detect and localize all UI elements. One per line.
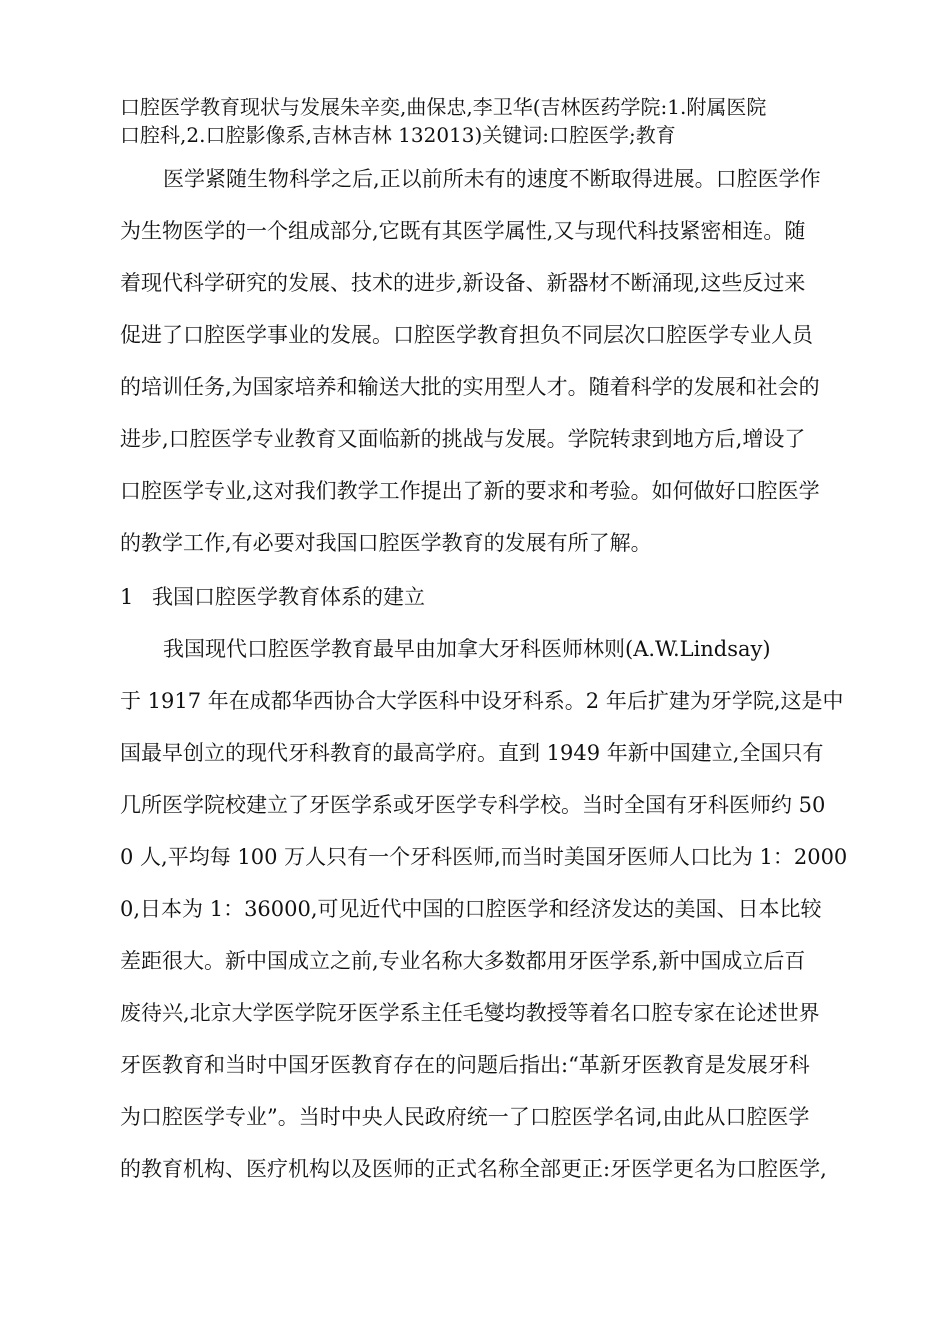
paragraph-line: 医学紧随生物科学之后,正以前所未有的速度不断取得进展。口腔医学作 — [163, 167, 821, 191]
paragraph-line: 0 人,平均每 100 万人只有一个牙科医师,而当时美国牙医师人口比为 1：2000 — [120, 845, 848, 869]
paragraph-line: 差距很大。新中国成立之前,专业名称大多数都用牙医学系,新中国成立后百 — [120, 949, 806, 973]
paragraph-line: 的培训任务,为国家培养和输送大批的实用型人才。随着科学的发展和社会的 — [120, 375, 820, 399]
paragraph-line: 为生物医学的一个组成部分,它既有其医学属性,又与现代科技紧密相连。随 — [120, 219, 806, 243]
paragraph-line: 我国现代口腔医学教育最早由加拿大牙科医师林则(A.W.Lindsay) — [163, 637, 771, 661]
paragraph-line: 几所医学院校建立了牙医学系或牙医学专科学校。当时全国有牙科医师约 50 — [120, 793, 826, 817]
paragraph-line: 废待兴,北京大学医学院牙医学系主任毛燮均教授等着名口腔专家在论述世界 — [120, 1001, 820, 1025]
paragraph-line: 口腔医学专业,这对我们教学工作提出了新的要求和考验。如何做好口腔医学 — [120, 479, 820, 503]
paragraph-line: 的教学工作,有必要对我国口腔医学教育的发展有所了解。 — [120, 531, 652, 555]
paragraph-line: 0,日本为 1：36000,可见近代中国的口腔医学和经济发达的美国、日本比较 — [120, 897, 822, 921]
paragraph-line: 牙医教育和当时中国牙医教育存在的问题后指出:“革新牙医教育是发展牙科 — [120, 1053, 810, 1077]
paragraph-line: 于 1917 年在成都华西协合大学医科中设牙科系。2 年后扩建为牙学院,这是中 — [120, 689, 844, 713]
section-heading — [120, 582, 425, 612]
header-line: 口腔医学教育现状与发展朱辛奕,曲保忠,李卫华(吉林医药学院:1.附属医院 — [120, 95, 767, 119]
article-header — [120, 93, 840, 149]
paragraph-line: 国最早创立的现代牙科教育的最高学府。直到 1949 年新中国建立,全国只有 — [120, 741, 824, 765]
paragraph-line: 为口腔医学专业”。当时中央人民政府统一了口腔医学名词,由此从口腔医学 — [120, 1105, 810, 1129]
section-title: 我国口腔医学教育体系的建立 — [152, 585, 425, 609]
section-number: 1 — [120, 585, 134, 609]
paragraph-line: 着现代科学研究的发展、技术的进步,新设备、新器材不断涌现,这些反过来 — [120, 271, 806, 295]
paragraph-line: 促进了口腔医学事业的发展。口腔医学教育担负不同层次口腔医学专业人员 — [120, 323, 813, 347]
header-line: 口腔科,2.口腔影像系,吉林吉林 132013)关键词:口腔医学;教育 — [120, 123, 676, 147]
paragraph-line: 进步,口腔医学专业教育又面临新的挑战与发展。学院转隶到地方后,增设了 — [120, 427, 806, 451]
paragraph-line: 的教育机构、医疗机构以及医师的正式名称全部更正:牙医学更名为口腔医学, — [120, 1157, 827, 1181]
